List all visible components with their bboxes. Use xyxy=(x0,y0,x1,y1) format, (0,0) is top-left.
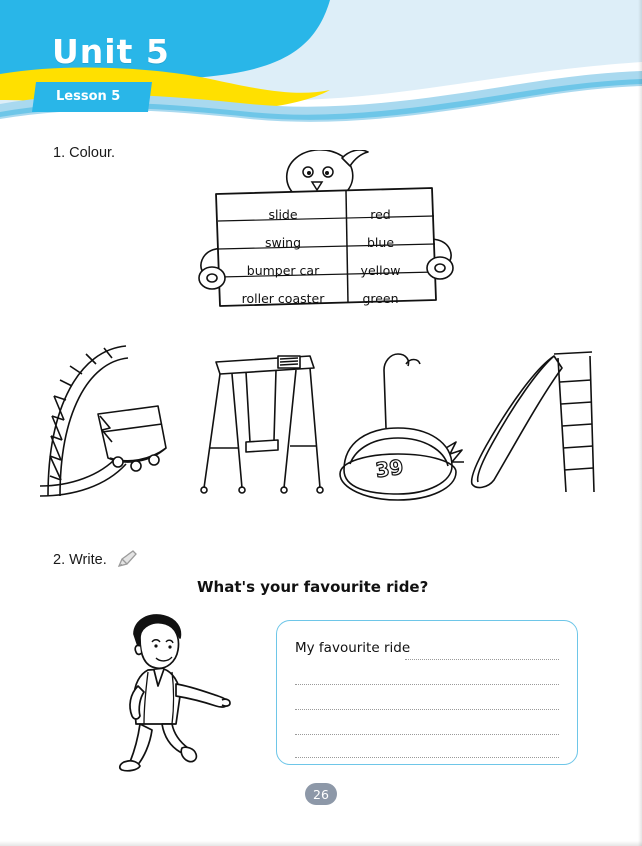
table-row xyxy=(222,285,417,313)
exercise-2-question: What's your favourite ride? xyxy=(197,578,429,596)
page-edge-shadow-bottom xyxy=(0,841,642,846)
answer-prompt: My favourite ride xyxy=(295,640,411,656)
exercise-2-heading: 2. Write. xyxy=(53,552,107,568)
page-number: 26 xyxy=(305,783,337,805)
answer-write-box[interactable] xyxy=(276,620,578,765)
write-line[interactable] xyxy=(295,709,559,710)
colour-cell: red xyxy=(370,206,391,222)
slide-picture xyxy=(458,342,603,507)
word-cell: bumper car xyxy=(246,262,320,278)
table-row xyxy=(222,228,417,256)
colour-cell: green xyxy=(362,291,399,307)
word-cell: swing xyxy=(264,234,302,250)
boy-pointing-picture xyxy=(110,612,250,772)
write-line[interactable] xyxy=(295,757,559,758)
table-row xyxy=(222,200,417,228)
word-cell: slide xyxy=(268,206,298,222)
lesson-title: Lesson 5 xyxy=(56,89,121,104)
pencil-icon xyxy=(116,549,138,569)
table-row xyxy=(222,256,417,284)
swing-picture xyxy=(192,338,327,508)
colour-cell: blue xyxy=(366,234,395,250)
write-line[interactable] xyxy=(295,684,559,685)
ride-pictures xyxy=(40,336,600,516)
bumper-car-picture xyxy=(328,336,468,506)
unit-title: Unit 5 xyxy=(52,32,170,71)
colour-word-table xyxy=(222,200,417,313)
bumper-car-number: 39 xyxy=(374,454,405,483)
word-scroll-illustration xyxy=(184,150,474,330)
word-cell: roller coaster xyxy=(241,291,325,307)
page-edge-shadow-right xyxy=(638,0,642,846)
write-line[interactable] xyxy=(295,734,559,735)
exercise-1-heading: 1. Colour. xyxy=(53,145,116,161)
page-header xyxy=(0,0,642,132)
colour-cell: yellow xyxy=(360,262,401,278)
roller-coaster-picture xyxy=(40,336,190,506)
write-line[interactable] xyxy=(405,659,559,660)
